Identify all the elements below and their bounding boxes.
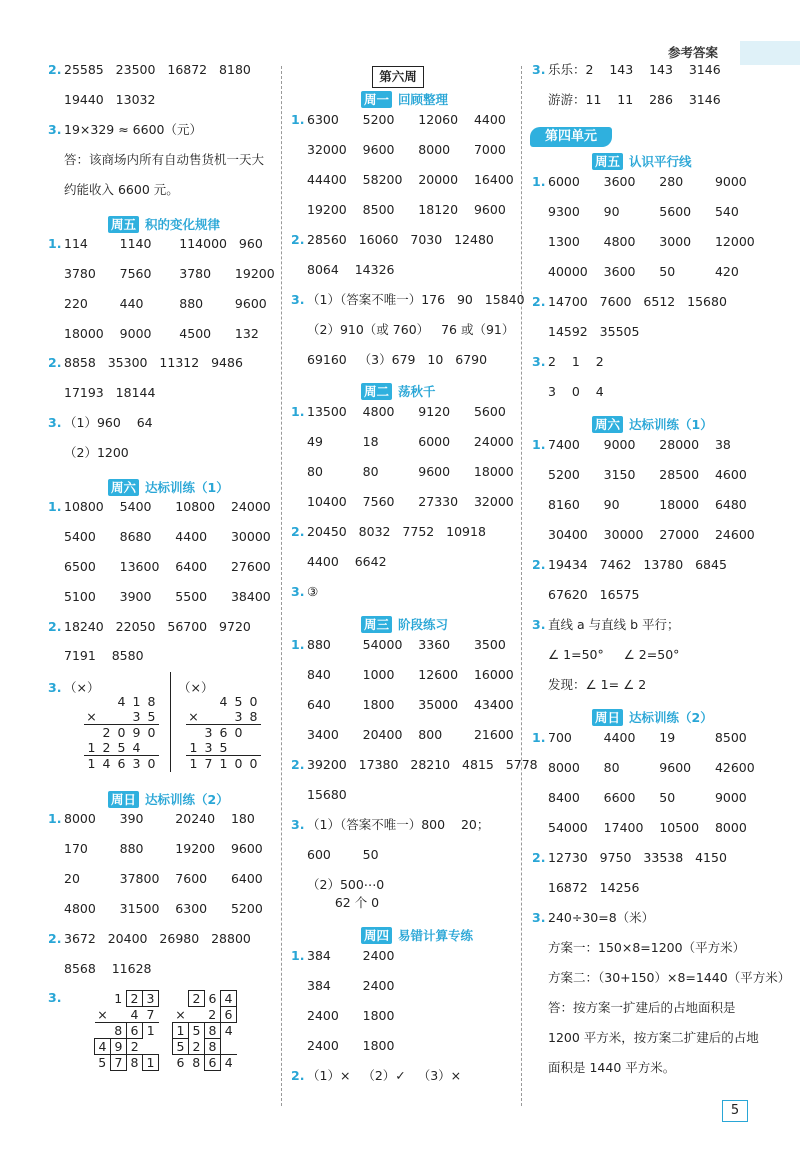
question-number: 2.	[291, 1068, 305, 1083]
question-number: 2.	[532, 557, 546, 572]
answer-text: 220 440 880 9600	[64, 296, 267, 311]
digit-cell	[95, 991, 111, 1007]
answer-text: 62 个 0	[307, 895, 380, 910]
answer-line	[291, 817, 490, 833]
question-number: 3.	[48, 415, 62, 430]
answer-text: 方案二：（30+150）×8=1440（平方米）	[548, 970, 791, 985]
question-number: 3.	[48, 680, 62, 695]
digit-cell: 4	[117, 694, 126, 709]
section-title: 达标训练（2）	[629, 710, 713, 725]
question-number: 1.	[532, 437, 546, 452]
digit-cell	[84, 725, 99, 741]
digit-cell	[189, 1007, 205, 1023]
section-day-tag: 周日	[108, 791, 139, 808]
digit-cell: ×	[95, 1007, 111, 1023]
answer-text: 30400 30000 27000 24600	[548, 527, 755, 542]
digit-cell: 8	[246, 709, 261, 725]
question-number: 3.	[291, 292, 305, 307]
answer-text: 13500 4800 9120 5600	[307, 404, 506, 419]
question-number: 1.	[291, 404, 305, 419]
answer-text: （2）910（或 760） 76 或（91）	[307, 322, 515, 337]
answer-text: 7191 8580	[64, 648, 144, 663]
digit-cell	[144, 740, 159, 756]
digit-cell	[246, 725, 261, 741]
digit-cell: ×	[173, 1007, 189, 1023]
section-header	[108, 478, 229, 496]
question-number: 2.	[291, 524, 305, 539]
answer-text: （1）× （2）✓ （3）×	[307, 1068, 462, 1083]
answer-text: （2）1200	[64, 445, 129, 460]
answer-text: 18000 9000 4500 132	[64, 326, 259, 341]
question-number: 3.	[532, 354, 546, 369]
section-header	[108, 215, 220, 233]
digit-cell	[111, 1007, 127, 1023]
section-day-tag: 周五	[592, 153, 623, 170]
answer-line	[532, 850, 727, 866]
section-title: 达标训练（2）	[145, 792, 229, 807]
digit-cell: 5	[98, 1055, 107, 1071]
digit-cell: 5	[216, 740, 231, 756]
section-header	[361, 926, 473, 944]
answer-text: 直线 a 与直线 b 平行；	[548, 617, 680, 632]
section-header	[108, 790, 229, 808]
question-number: 1.	[48, 811, 62, 826]
answer-text: 4800 31500 6300 5200	[64, 901, 263, 916]
answer-line	[532, 294, 727, 310]
answer-line	[532, 62, 721, 78]
answer-text: 3672 20400 26980 28800	[64, 931, 251, 946]
answer-text: 40000 3600 50 420	[548, 264, 739, 279]
page-number: 5	[722, 1100, 748, 1122]
answer-text: 14592 35505	[548, 324, 640, 339]
answer-text: 3 0 4	[548, 384, 604, 399]
digit-cell: 7	[111, 1055, 127, 1071]
answer-text: 384 2400	[307, 978, 395, 993]
answer-line	[48, 811, 255, 827]
answer-text: （1）（答案不唯一）176 90 15840	[307, 292, 525, 307]
vertical-multiplication	[84, 694, 159, 771]
answer-line	[532, 354, 604, 370]
digit-cell: 0	[234, 756, 243, 771]
digit-cell: 2	[102, 725, 111, 740]
answer-line	[532, 174, 747, 190]
answer-text: 19434 7462 13780 6845	[548, 557, 727, 572]
digit-cell	[201, 694, 216, 709]
question-number: 1.	[48, 236, 62, 251]
digit-cell: 7	[143, 1007, 159, 1023]
question-number: 3.	[48, 990, 62, 1005]
digit-cell: 3	[231, 709, 246, 725]
question-number: 1.	[291, 112, 305, 127]
digit-cell	[201, 709, 216, 725]
digit-cell: 5	[114, 740, 129, 756]
digit-cell	[231, 740, 246, 756]
answer-text: 18240 22050 56700 9720	[64, 619, 251, 634]
answer-text: 25585 23500 16872 8180	[64, 62, 251, 77]
answer-text: 2400 1800	[307, 1038, 395, 1053]
answer-text: 1200 平方米，按方案二扩建后的占地	[548, 1030, 759, 1045]
header-band	[740, 41, 800, 65]
digit-cell: ×	[186, 709, 201, 725]
question-number: 2.	[291, 232, 305, 247]
answer-text: 14700 7600 6512 15680	[548, 294, 727, 309]
digit-cell: 3	[132, 756, 141, 771]
digit-cell: 3	[201, 740, 216, 756]
section-title: 回顾整理	[398, 92, 449, 107]
digit-cell: 4	[127, 1007, 143, 1023]
digit-cell: 6	[219, 725, 228, 740]
answer-line	[532, 910, 655, 926]
digit-cell: 0	[249, 694, 258, 709]
answer-text: 67620 16575	[548, 587, 640, 602]
digit-cell	[216, 709, 231, 725]
header-title: 参考答案	[668, 45, 719, 60]
section-header	[361, 382, 436, 400]
digit-cell: 2	[189, 1039, 205, 1055]
digit-cell: 8	[147, 694, 156, 709]
answer-text: 8568 11628	[64, 961, 152, 976]
answer-line	[532, 617, 680, 633]
answer-line	[291, 1068, 462, 1084]
question-number: 2.	[48, 355, 62, 370]
digit-cell: 0	[117, 725, 126, 740]
digit-cell: 2	[99, 740, 114, 756]
question-number: 3.	[532, 62, 546, 77]
digit-cell: 5	[192, 1023, 201, 1039]
answer-line	[48, 415, 153, 431]
digit-cell: 4	[224, 1023, 233, 1039]
section-day-tag: 周日	[592, 709, 623, 726]
digit-cell: 9	[111, 1039, 127, 1055]
digit-cell: 9	[132, 725, 141, 740]
answer-text: 3780 7560 3780 19200	[64, 266, 275, 281]
question-number: 2.	[532, 850, 546, 865]
question-number: 1.	[291, 637, 305, 652]
answer-line	[291, 232, 494, 248]
digit-cell: 1	[146, 1023, 155, 1039]
answer-text: 10400 7560 27330 32000	[307, 494, 514, 509]
question-number: 3.	[532, 910, 546, 925]
section-title: 达标训练（1）	[145, 480, 229, 495]
answer-text: （1）960 64	[64, 415, 153, 430]
answer-line	[291, 757, 538, 773]
digit-cell: 2	[127, 1039, 143, 1055]
digit-cell: 3	[129, 709, 144, 725]
section-header	[592, 152, 692, 170]
section-header	[361, 90, 448, 108]
section-header	[361, 615, 448, 633]
answer-text: 8000 390 20240 180	[64, 811, 255, 826]
answer-text: 20450 8032 7752 10918	[307, 524, 486, 539]
answer-line	[48, 680, 100, 696]
digit-cell: 8	[114, 1023, 123, 1038]
digit-cell: 6	[205, 1055, 221, 1071]
answer-text: 8160 90 18000 6480	[548, 497, 747, 512]
answer-text: 240÷30=8（米）	[548, 910, 655, 925]
digit-cell	[99, 709, 114, 725]
answer-text: 答：按方案一扩建后的占地面积是	[548, 1000, 736, 1015]
digit-cell	[84, 694, 99, 709]
section-day-tag: 周五	[108, 216, 139, 233]
question-number: 3.	[291, 817, 305, 832]
answer-line	[48, 931, 251, 947]
answer-text: 游游：11 11 286 3146	[548, 92, 721, 107]
question-number: 3.	[291, 584, 305, 599]
digit-cell: ×	[84, 709, 99, 725]
digit-cell: 5	[144, 709, 159, 725]
digit-cell	[143, 1039, 159, 1055]
answer-line	[291, 948, 395, 964]
answer-text: 发现：∠ 1= ∠ 2	[548, 677, 647, 692]
digit-cell: 4	[95, 1039, 111, 1055]
answer-text: 4400 6642	[307, 554, 387, 569]
digit-cell: 1	[186, 740, 201, 756]
section-title: 荡秋千	[398, 384, 436, 399]
separator-line	[170, 672, 171, 772]
digit-cell: 0	[147, 725, 156, 740]
answer-text: 10800 5400 10800 24000	[64, 499, 271, 514]
digit-cell: 6	[208, 991, 217, 1006]
digit-cell: 8	[192, 1055, 201, 1071]
answer-text: 17193 18144	[64, 385, 156, 400]
column-divider	[521, 66, 522, 1106]
digit-cell: 4	[219, 694, 228, 709]
section-day-tag: 周二	[361, 383, 392, 400]
digit-cell: 1	[87, 756, 96, 771]
answer-text: 15680	[307, 787, 347, 802]
answer-line	[291, 404, 506, 420]
section-header	[592, 415, 713, 433]
answer-text: 面积是 1440 平方米。	[548, 1060, 676, 1075]
answer-text: （×）	[64, 680, 100, 695]
question-number: 3.	[532, 617, 546, 632]
digit-cell: 3	[143, 991, 159, 1007]
answer-text: 5200 3150 28500 4600	[548, 467, 747, 482]
digit-cell: 4	[224, 1055, 233, 1071]
answer-line	[291, 584, 319, 600]
digit-cell: 1	[173, 1023, 189, 1039]
answer-text: 8400 6600 50 9000	[548, 790, 747, 805]
question-number: 1.	[532, 730, 546, 745]
answer-line	[532, 557, 727, 573]
answer-text: 9300 90 5600 540	[548, 204, 739, 219]
digit-cell: 8	[205, 1039, 221, 1055]
answer-text: 69160 （3）679 10 6790	[307, 352, 488, 367]
answer-text: （1）（答案不唯一）800 20；	[307, 817, 490, 832]
answer-text: 5400 8680 4400 30000	[64, 529, 271, 544]
answer-text: 44400 58200 20000 16400	[307, 172, 514, 187]
section-day-tag: 周三	[361, 616, 392, 633]
answer-text: 840 1000 12600 16000	[307, 667, 514, 682]
section-day-tag: 周六	[592, 416, 623, 433]
question-number: 1.	[48, 499, 62, 514]
digit-cell	[186, 725, 201, 741]
question-number: 3.	[48, 122, 62, 137]
answer-line	[532, 730, 747, 746]
answer-text: 6000 3600 280 9000	[548, 174, 747, 189]
question-number: 2.	[291, 757, 305, 772]
answer-text: （2）500⋯0	[307, 877, 385, 892]
answer-text: 3400 20400 800 21600	[307, 727, 514, 742]
vertical-multiplication	[94, 990, 159, 1071]
answer-text: 2400 1800	[307, 1008, 395, 1023]
answer-text: 2 1 2	[548, 354, 604, 369]
vertical-multiplication	[186, 694, 261, 771]
digit-cell	[95, 1023, 111, 1039]
answer-text: 19440 13032	[64, 92, 156, 107]
section-title: 阶段练习	[398, 617, 449, 632]
digit-cell: 1	[189, 756, 198, 771]
question-number: 1.	[532, 174, 546, 189]
answer-text: 20 37800 7600 6400	[64, 871, 263, 886]
answer-text: 880 54000 3360 3500	[307, 637, 506, 652]
digit-cell: 8	[130, 1055, 139, 1071]
question-number: 2.	[532, 294, 546, 309]
answer-line	[48, 619, 251, 635]
digit-cell	[186, 694, 201, 709]
question-number: 2.	[48, 931, 62, 946]
answer-text: 600 50	[307, 847, 379, 862]
answer-line	[291, 637, 506, 653]
question-number: 2.	[48, 62, 62, 77]
answer-text: ③	[307, 584, 319, 599]
digit-cell: 4	[221, 991, 237, 1007]
digit-cell: 4	[102, 756, 111, 771]
answer-text: 32000 9600 8000 7000	[307, 142, 506, 157]
digit-cell: 1	[143, 1055, 159, 1071]
section-day-tag: 周六	[108, 479, 139, 496]
section-title: 认识平行线	[629, 154, 692, 169]
digit-cell: 6	[127, 1023, 143, 1039]
digit-cell	[114, 709, 129, 725]
question-number: 2.	[48, 619, 62, 634]
answer-text: 8858 35300 11312 9486	[64, 355, 243, 370]
answer-line	[532, 437, 731, 453]
answer-text: 640 1800 35000 43400	[307, 697, 514, 712]
digit-cell: 1	[132, 694, 141, 709]
digit-cell: 8	[205, 1023, 221, 1039]
section-day-tag: 周四	[361, 927, 392, 944]
section-title: 易错计算专练	[398, 928, 474, 943]
answer-text: 80 80 9600 18000	[307, 464, 514, 479]
answer-text: 8000 80 9600 42600	[548, 760, 755, 775]
digit-cell: 4	[129, 740, 144, 756]
answer-line	[291, 112, 506, 128]
digit-cell: 6	[176, 1055, 185, 1071]
digit-cell: 5	[234, 694, 243, 709]
answer-text: 19200 8500 18120 9600	[307, 202, 506, 217]
unit-badge: 第四单元	[530, 127, 612, 147]
digit-cell: 5	[173, 1039, 189, 1055]
digit-cell: 1	[114, 991, 123, 1006]
answer-text: 6300 5200 12060 4400	[307, 112, 506, 127]
section-header	[592, 708, 713, 726]
answer-text: 170 880 19200 9600	[64, 841, 263, 856]
answer-line	[48, 62, 251, 78]
digit-cell: 1	[219, 756, 228, 771]
digit-cell: 3	[204, 725, 213, 740]
week-title: 第六周	[372, 66, 424, 88]
answer-text: 114 1140 114000 960	[64, 236, 263, 251]
answer-text: 6500 13600 6400 27600	[64, 559, 271, 574]
answer-text: 1300 4800 3000 12000	[548, 234, 755, 249]
answer-line	[48, 499, 271, 515]
answer-line	[48, 990, 61, 1006]
digit-cell: 7	[204, 756, 213, 771]
answer-text: 12730 9750 33538 4150	[548, 850, 727, 865]
answer-text: 7400 9000 28000 38	[548, 437, 731, 452]
answer-text: 54000 17400 10500 8000	[548, 820, 747, 835]
answer-text: 5100 3900 5500 38400	[64, 589, 271, 604]
digit-cell: 6	[117, 756, 126, 771]
answer-text: 28560 16060 7030 12480	[307, 232, 494, 247]
digit-cell	[99, 694, 114, 709]
answer-text: ∠ 1=50° ∠ 2=50°	[548, 647, 680, 662]
digit-cell	[221, 1039, 237, 1055]
answer-text: 384 2400	[307, 948, 395, 963]
digit-cell: 2	[189, 991, 205, 1007]
answer-text: 39200 17380 28210 4815 5778	[307, 757, 538, 772]
answer-text: 方案一：150×8=1200（平方米）	[548, 940, 746, 955]
answer-line	[48, 355, 243, 371]
digit-cell	[246, 740, 261, 756]
answer-text: 700 4400 19 8500	[548, 730, 747, 745]
digit-cell: 6	[221, 1007, 237, 1023]
judgement-mark: （×）	[178, 680, 214, 695]
column-divider	[281, 66, 282, 1106]
section-title: 积的变化规律	[145, 217, 221, 232]
answer-text: 约能收入 6600 元。	[64, 182, 179, 197]
digit-cell: 0	[234, 725, 243, 740]
answer-line	[291, 524, 486, 540]
digit-cell: 2	[205, 1007, 221, 1023]
answer-line	[48, 236, 263, 252]
answer-text: 答：该商场内所有自动售货机一天大	[64, 152, 265, 167]
section-title: 达标训练（1）	[629, 417, 713, 432]
answer-line	[291, 292, 525, 308]
digit-cell: 2	[127, 991, 143, 1007]
digit-cell: 1	[84, 740, 99, 756]
answer-line	[48, 122, 202, 138]
answer-text: 16872 14256	[548, 880, 640, 895]
digit-cell: 0	[147, 756, 156, 771]
vertical-multiplication	[172, 990, 237, 1071]
digit-cell	[173, 991, 189, 1007]
answer-text: 49 18 6000 24000	[307, 434, 514, 449]
question-number: 1.	[291, 948, 305, 963]
answer-text: 19×329 ≈ 6600（元）	[64, 122, 202, 137]
digit-cell: 0	[249, 756, 258, 771]
answer-text: 8064 14326	[307, 262, 395, 277]
answer-text: 乐乐：2 143 143 3146	[548, 62, 721, 77]
section-day-tag: 周一	[361, 91, 392, 108]
